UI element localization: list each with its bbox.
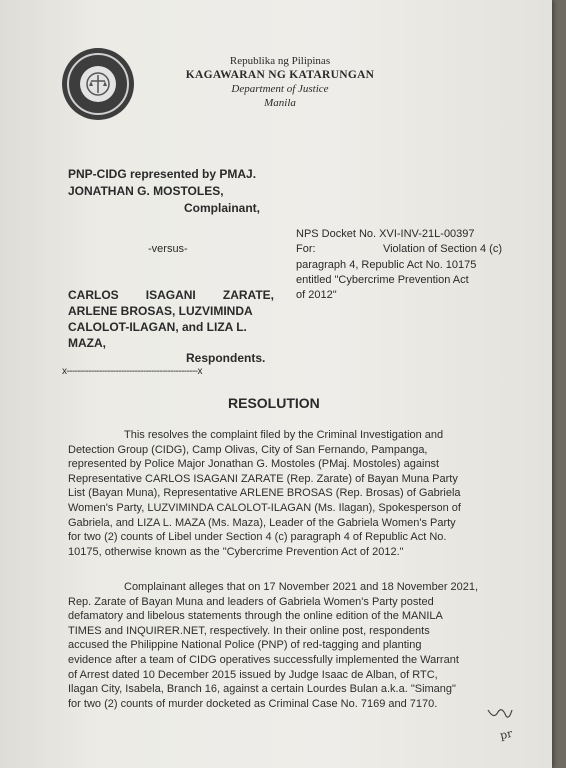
- paragraph-2: [68, 580, 498, 711]
- p1-line: Women's Party, LUZVIMINDA CALOLOT-ILAGAN (Ms. Ilagan), Spokesperson of: [68, 501, 461, 514]
- p2-line: defamatory and libelous statements through the online edition of the MANILA: [68, 610, 443, 623]
- p1-line: Representative CARLOS ISAGANI ZARATE (Rep. Zarate) of Bayan Muna Party: [68, 472, 458, 485]
- paragraph-1: [68, 428, 498, 559]
- header-department: KAGAWARAN NG KATARUNGAN: [185, 69, 375, 81]
- resolution-title: RESOLUTION: [228, 395, 320, 411]
- handwritten-initial: pr: [498, 726, 514, 743]
- versus-label: -versus-: [148, 243, 188, 255]
- p2-line: accused the Philippine National Police (PNP) of red-tagging and planting: [68, 639, 422, 652]
- respondent-word-2: ISAGANI: [145, 288, 196, 302]
- handwritten-check-icon: [486, 704, 514, 724]
- respondents-line3: CALOLOT-ILAGAN, and LIZA L.: [68, 320, 247, 334]
- p2-line: TIMES and INQUIRER.NET, respectively. In their online post, respondents: [68, 624, 430, 637]
- separator-line: x------------------------------------------------x: [62, 366, 202, 377]
- p2-line: evidence after a team of CIDG operatives successfully implemented the Warrant: [68, 653, 459, 666]
- p1-line: List (Bayan Muna), Representative ARLENE BROSAS (Rep. Brosas) of Gabriela: [68, 487, 461, 500]
- header-republic: Republika ng Pilipinas: [229, 55, 331, 67]
- p2-line: of Arrest dated 10 December 2015 issued by Judge Isaac de Alban, of RTC,: [68, 668, 438, 681]
- respondent-word-1: CARLOS: [68, 288, 119, 302]
- p1-line: for two (2) counts of Libel under Section 4 (c) paragraph 4 of Republic Act No.: [68, 531, 447, 544]
- p2-line: Ilagan City, Isabela, Branch 16, against a certain Lourdes Bulan a.k.a. "Simang": [68, 683, 456, 696]
- complainant-role: Complainant,: [184, 201, 261, 215]
- complainant-line1: PNP-CIDG represented by PMAJ.: [68, 167, 257, 181]
- respondents-line2: ARLENE BROSAS, LUZVIMINDA: [68, 304, 253, 318]
- p1-line: 10175, otherwise known as the "Cybercrime Prevention Act of 2012.": [68, 545, 404, 558]
- p1-line: Gabriela, and LIZA L. MAZA (Ms. Maza), Leader of the Gabriela Women's Party: [68, 516, 456, 529]
- docket-line4: entitled "Cybercrime Prevention Act: [296, 274, 469, 286]
- p1-line: This resolves the complaint filed by the Criminal Investigation and: [124, 429, 444, 441]
- docket-line3: paragraph 4, Republic Act No. 10175: [296, 259, 477, 271]
- doj-seal-icon: [62, 48, 134, 120]
- header-department-en: Department of Justice: [231, 83, 329, 95]
- complainant-line2: JONATHAN G. MOSTOLES,: [68, 184, 224, 198]
- docket-violation: Violation of Section 4 (c): [382, 243, 502, 255]
- respondents-line1: [68, 288, 274, 302]
- docket-number: NPS Docket No. XVI-INV-21L-00397: [296, 228, 475, 240]
- header-city: Manila: [264, 97, 296, 109]
- docket-for-label: For:: [296, 243, 316, 255]
- respondents-role: Respondents.: [186, 351, 266, 365]
- respondent-word-3: ZARATE,: [222, 288, 274, 302]
- docket-line5: of 2012": [296, 289, 337, 301]
- p2-line: Complainant alleges that on 17 November 2021 and 18 November 2021,: [124, 581, 479, 593]
- docket-for: [296, 243, 502, 255]
- p2-line: for two (2) counts of murder docketed as Criminal Case No. 7169 and 7170.: [68, 697, 438, 710]
- p1-line: represented by Police Major Jonathan G. Mostoles (PMaj. Mostoles) against: [68, 458, 440, 471]
- p1-line: Detection Group (CIDG), Camp Olivas, City of San Fernando, Pampanga,: [68, 443, 428, 456]
- p2-line: Rep. Zarate of Bayan Muna and leaders of Gabriela Women's Party posted: [68, 595, 434, 608]
- respondents-line4: MAZA,: [68, 336, 106, 350]
